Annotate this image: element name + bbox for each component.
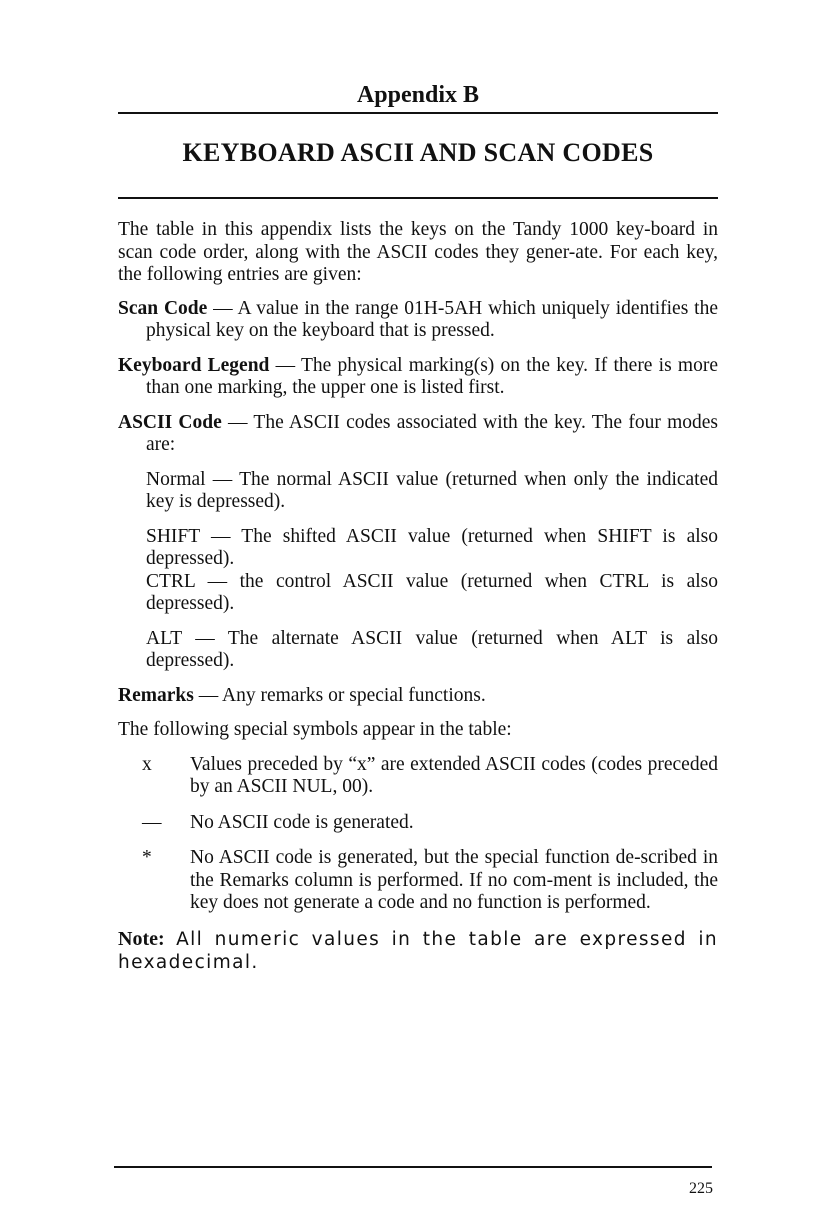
- appendix-label: Appendix B: [356, 82, 480, 108]
- symbols-intro: The following special symbols appear in the table:: [118, 719, 512, 740]
- mode-shift: SHIFT — The shifted ASCII value (returned when SHIFT is also depressed).: [146, 525, 718, 569]
- definition-ascii-code: [118, 412, 718, 457]
- mode-alt: ALT — The alternate ASCII value (returned when ALT is also depressed).: [146, 627, 718, 671]
- intro-paragraph: The table in this appendix lists the keys on the Tandy 1000 key-board in scan code order, along with the ASCII codes they gener-ate. For each key, the following entries are given:: [118, 219, 718, 285]
- header-rule: [118, 112, 718, 114]
- mode-ctrl: CTRL — the control ASCII value (returned when CTRL is also depressed).: [146, 570, 718, 614]
- symbol-description: No ASCII code is generated, but the special function de-scribed in the Remarks column is performed. If no com-ment is included, the key does not generate a code and no function is performed.: [190, 847, 718, 913]
- definition-keyboard-legend: [118, 355, 718, 400]
- definition-term: Remarks: [118, 684, 194, 706]
- page-title: KEYBOARD ASCII AND SCAN CODES: [182, 138, 654, 167]
- definition-text: — Any remarks or special functions.: [193, 684, 486, 706]
- definition-remarks: [118, 685, 718, 708]
- footer-rule: [114, 1166, 712, 1168]
- definition-term: ASCII Code: [118, 411, 222, 433]
- symbol-mark: x: [142, 753, 152, 775]
- definition-term: Scan Code: [118, 297, 208, 319]
- note-text: All numeric values in the table are expressed in hexadecimal.: [118, 928, 718, 973]
- definition-text: — The physical marking(s) on the key. If there is more than one marking, the upper one is listed first.: [146, 354, 718, 398]
- definition-scan-code: [118, 298, 718, 343]
- page-content: [118, 80, 718, 975]
- note-label: Note:: [118, 927, 165, 950]
- symbol-row-asterisk: [118, 847, 718, 915]
- note-paragraph: [118, 928, 718, 975]
- mode-normal: Normal — The normal ASCII value (returned when only the indicated key is depressed).: [146, 468, 718, 512]
- definition-text: — A value in the range 01H-5AH which uniquely identifies the physical key on the keyboard that is pressed.: [146, 297, 718, 341]
- definition-term: Keyboard Legend: [118, 354, 270, 376]
- symbol-mark: —: [142, 811, 162, 833]
- symbol-mark: *: [142, 847, 152, 868]
- symbol-row-x: [118, 754, 718, 799]
- definition-text: — The ASCII codes associated with the key. The four modes are:: [146, 411, 718, 455]
- title-rule: [118, 197, 718, 199]
- symbol-description: Values preceded by “x” are extended ASCII codes (codes preceded by an ASCII NUL, 00).: [190, 753, 718, 797]
- symbol-description: No ASCII code is generated.: [190, 811, 414, 833]
- page-number: 225: [689, 1180, 713, 1197]
- symbol-row-dash: [118, 812, 718, 835]
